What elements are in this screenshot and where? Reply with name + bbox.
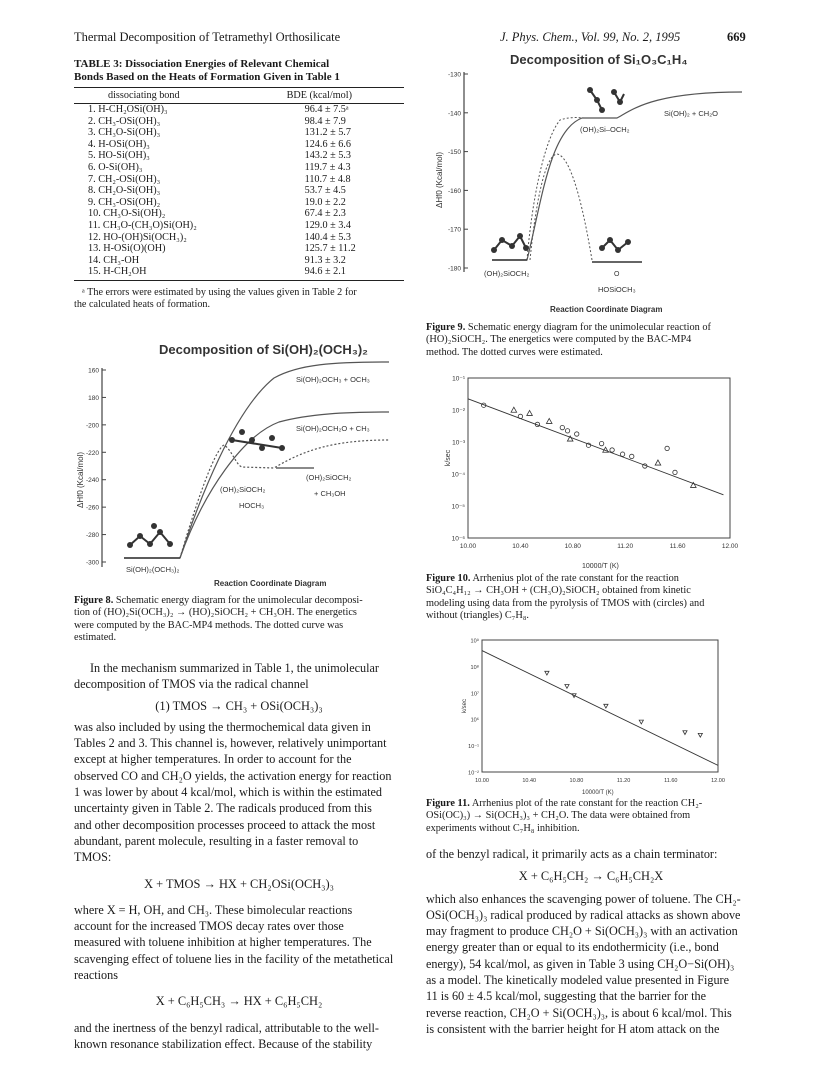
fig10-point-triangle [511, 407, 517, 412]
fig11-y-tick-label: 10⁶ [470, 717, 479, 724]
fig9-ylabel: ΔHf0 (Kcal/mol) [435, 151, 444, 209]
fig11-x-tick-label: 10.00 [475, 778, 489, 784]
fig8-label-p3b: + CH₃OH [314, 489, 346, 498]
fig11-x-tick-label: 10.80 [569, 778, 584, 784]
left-p4-line-0: and the inertness of the benzyl radical, attributable to the well- [74, 1020, 379, 1035]
fig10-point-circle [665, 446, 669, 450]
fig9-curve-dotted-1 [527, 118, 584, 261]
table-row [74, 220, 404, 232]
fig10-y-tick-label: 10⁻⁵ [451, 503, 465, 511]
figure-8 [74, 340, 414, 590]
fig9-label-reactant: (OH)₂SiOCH₂ [484, 269, 530, 278]
bde-cell: 119.7 ± 4.3 [304, 161, 351, 173]
bde-cell: 98.4 ± 7.9 [304, 115, 346, 127]
fig9-xlabel: Reaction Coordinate Diagram [550, 305, 663, 314]
bde-cell: 96.4 ± 7.5ᵃ [304, 104, 349, 115]
fig10-x-tick-label: 10.40 [512, 543, 529, 550]
fig8-molecule-ts [229, 429, 285, 451]
fig10-point-circle [630, 454, 634, 458]
fig10-point-circle [560, 425, 564, 429]
equation-1: (1) TMOS → CH₃ + OSi(OCH₃)₃ [155, 698, 323, 713]
table-row [74, 104, 404, 116]
bond-cell: 12. HO-(OH)Si(OCH₃)₂ [88, 231, 187, 243]
bond-cell: 7. CH₂-OSi(OH)₃ [88, 173, 161, 185]
fig10-point-triangle [546, 418, 552, 423]
fig8-xlabel: Reaction Coordinate Diagram [214, 579, 327, 588]
fig8-label-p3a: (OH)₂SiOCH₂ [306, 473, 352, 482]
bde-cell: 131.2 ± 5.7 [304, 127, 351, 139]
fig10-y-tick-label: 10⁻⁶ [451, 535, 465, 543]
figure-11-svg [452, 636, 742, 796]
bond-cell: 13. H-OSi(O)(OH) [88, 243, 166, 255]
right-p2-line-8: is consistent with the barrier height for H atom attack on the [426, 1021, 720, 1036]
fig8-caption-line-0: Figure 8. Schematic energy diagram for the unimolecular decomposi- [74, 595, 363, 606]
fig8-curve-ocH3 [124, 362, 389, 558]
fig9-y-tick-label: -160 [447, 187, 461, 195]
fig8-curve-dotted [180, 440, 389, 558]
table-row [74, 232, 404, 244]
figure-8-svg [74, 340, 414, 590]
fig8-yticks [86, 368, 106, 567]
fig10-y-tick-label: 10⁻³ [452, 439, 465, 447]
fig8-label-reactant: Si(OH)₂(OCH₃)₂ [126, 565, 180, 574]
fig8-y-tick-label: -260 [85, 504, 99, 512]
bond-cell: 15. H-CH₂OH [74, 266, 257, 280]
figure-11 [452, 636, 742, 796]
fig8-y-tick-label: -220 [85, 449, 99, 457]
bond-cell: 10. CH₃O-Si(OH)₂ [88, 208, 166, 220]
table-footnote-line-2: the calculated heats of formation. [74, 299, 211, 311]
fig9-y-tick-label: -170 [447, 226, 461, 234]
fig11-x-tick-label: 10.40 [522, 778, 537, 784]
fig8-y-tick-label: 180 [88, 394, 99, 402]
fig10-x-tick-label: 10.00 [459, 543, 477, 550]
col-header-bde: BDE (kcal/mol) [257, 88, 404, 104]
bde-cell: 94.6 ± 2.1 [257, 266, 404, 280]
left-p2-line-2: except at higher temperatures. In order to account for the [74, 752, 352, 767]
fig8-y-tick-label: -280 [85, 532, 99, 540]
right-p2-line-0: which also enhances the scavenging power of toluene. The CH₂- [426, 891, 741, 906]
bde-cell: 125.7 ± 11.2 [304, 243, 356, 255]
fig10-point-triangle [655, 460, 661, 465]
fig8-label-ts2: HOCH₃ [239, 501, 265, 510]
right-p2-line-1: OSi(OCH₃)₃ radical produced by radical attacks as shown above [426, 907, 741, 922]
left-p3-line-3: scavenging effect of toluene lies in the facility of the metathetical [74, 951, 394, 966]
table-title-line-1: TABLE 3: Dissociation Energies of Relevant Chemical [74, 58, 330, 70]
fig11-caption-line-2: experiments without C₇H₈ inhibition. [426, 822, 580, 834]
fig11-point-triangle [565, 685, 569, 689]
fig8-y-tick-label: -240 [85, 477, 99, 485]
left-p3-line-0: where X = H, OH, and CH₃. These bimolecular reactions [74, 902, 353, 917]
fig11-xlabel: 10000/T (K) [582, 790, 614, 796]
table-row [74, 150, 404, 162]
bde-cell: 91.3 ± 3.2 [304, 254, 346, 266]
fig11-x-tick-label: 11.60 [664, 778, 678, 784]
fig10-caption-line-2: modeling using data from the pyrolysis of TMOS with (circles) and [426, 597, 705, 609]
equation-4: X + C₆H₅CH₂ → C₆H₅CH₂X [518, 869, 664, 884]
right-p2-line-3: energy greater than or equal to its endothermicity (i.e., bond [426, 940, 719, 955]
left-p2-line-4: 1 was lower by about 4 kcal/mol, which is within the estimated [74, 785, 383, 800]
fig11-y-tick-label: 10⁸ [470, 664, 479, 671]
bond-cell: 11. CH₃O-(CH₃O)Si(OH)₂ [88, 219, 197, 231]
equation-2: X + TMOS → HX + CH₂OSi(OCH₃)₃ [144, 876, 334, 891]
fig11-y-tick-label: 10⁻² [468, 770, 479, 777]
table-row [74, 162, 404, 174]
left-p1-line-1: decomposition of TMOS via the radical channel [74, 677, 309, 692]
fig11-caption-line-1: OSi(OC)₃) → Si(OCH₃)₃ + CH₂O. The data were obtained from [426, 810, 691, 822]
right-p2-line-4: energy), 54 kcal/mol, as given in Table 3 using CH₂O−Si(OH)₃ [426, 956, 735, 971]
fig8-caption-line-3: estimated. [74, 631, 117, 643]
bde-cell: 19.0 ± 2.2 [304, 196, 346, 208]
fig9-y-tick-label: -150 [447, 149, 461, 157]
bde-cell: 124.6 ± 6.6 [304, 138, 351, 150]
left-p3-line-1: account for the increased TMOS decay rates over those [74, 919, 344, 934]
fig11-ylabel: k/sec [462, 698, 468, 714]
fig8-title: Decomposition of Si(OH)₂(OCH₃)₂ [159, 342, 368, 357]
fig10-caption-line-1: SiO₄C₄H₁₂ → CH₃OH + (CH₃O)₂SiOCH₂ obtained from kinetic [426, 585, 691, 597]
table-row [74, 266, 404, 280]
fig9-y-tick-label: -140 [447, 110, 461, 118]
figure-9-svg [432, 50, 752, 320]
bond-cell: 1. H-CH₂OSi(OH)₃ [88, 104, 168, 115]
table-row [74, 243, 404, 255]
bde-table [74, 87, 404, 281]
figure-8-caption [74, 595, 404, 644]
fig10-ylabel: k/sec [445, 449, 452, 467]
fig10-caption-line-0: Figure 10. Arrhenius plot of the rate constant for the reaction [426, 573, 679, 584]
bond-cell: 9. CH₃-OSi(OH)₂ [88, 196, 161, 208]
bond-cell: 4. H-OSi(OH)₃ [88, 138, 150, 150]
left-p2-line-0: was also included by using the thermochemical data given in [74, 719, 371, 734]
fig9-caption-line-1: (HO)₂SiOCH₂. The energetics were computed by the BAC-MP4 [426, 334, 692, 346]
left-p2-line-3: observed CO and CH₂O yields, the activation energy for reaction [74, 768, 392, 783]
fig10-x-tick-label: 10.80 [564, 543, 581, 550]
right-p2-line-2: may fragment to produce CH₂O + Si(OCH₃)₃ with an activation [426, 924, 738, 939]
right-p2-line-7: reverse reaction, CH₂O + Si(OCH₃)₃, is about 6 kcal/mol. This [426, 1005, 732, 1020]
fig9-caption-line-0: Figure 9. Schematic energy diagram for the unimolecular reaction of [426, 322, 711, 333]
fig10-x-tick-label: 11.20 [617, 543, 634, 550]
figure-10 [432, 370, 752, 570]
table-row [74, 255, 404, 267]
fig9-y-tick-label: -180 [447, 265, 461, 273]
fig9-molecule-reactant [491, 233, 529, 253]
right-body-text [426, 846, 756, 1037]
figure-11-caption [426, 798, 756, 835]
fig10-y-tick-label: 10⁻¹ [452, 375, 465, 383]
table-row [74, 185, 404, 197]
fig9-label-product: Si(OH)₂ + CH₂O [664, 109, 718, 118]
table-footnote-line-1: ᵃ The errors were estimated by using the values given in Table 2 for [82, 286, 357, 298]
fig10-fit-line [468, 399, 723, 495]
fig9-yticks [448, 72, 468, 273]
fig11-frame [482, 640, 718, 772]
bde-cell: 110.7 ± 4.8 [304, 173, 351, 185]
bde-cell: 67.4 ± 2.3 [304, 208, 346, 220]
running-head-right: J. Phys. Chem., Vol. 99, No. 2, 1995 [500, 30, 681, 44]
fig11-point-triangle [604, 704, 608, 708]
bond-cell: 8. CH₂O-Si(OH)₃ [88, 185, 161, 197]
fig8-label-ts1: (OH)₂SiOCH₂ [220, 485, 266, 494]
fig10-point-circle [610, 448, 614, 452]
fig8-label-p2: Si(OH)₂OCH₂O + CH₃ [296, 424, 370, 433]
fig10-point-circle [565, 429, 569, 433]
left-p2-line-6: and other decomposition processes proceed to attack the most [74, 817, 376, 832]
fig11-y-tick-label: 10⁹ [470, 638, 479, 645]
fig8-molecule-reactant [127, 523, 173, 548]
fig9-title: Decomposition of Si₁O₃C₁H₄ [510, 52, 688, 67]
fig8-y-tick-label: 160 [88, 367, 99, 375]
fig11-point-triangle [698, 733, 702, 737]
fig8-y-tick-label: -300 [85, 559, 99, 567]
fig10-frame [468, 378, 730, 538]
bond-cell: 3. CH₃O-Si(OH)₃ [88, 127, 161, 139]
bond-cell: 5. HO-Si(OH)₃ [88, 150, 150, 162]
bde-cell: 129.0 ± 3.4 [304, 219, 351, 231]
fig10-point-triangle [527, 410, 533, 415]
bond-cell: 2. CH₃-OSi(OH)₃ [88, 115, 161, 127]
col-header-bond: dissociating bond [74, 88, 257, 104]
figure-10-caption [426, 573, 756, 622]
fig9-label-end-o: O [614, 271, 620, 278]
fig11-y-tick-label: 10⁷ [470, 691, 479, 698]
fig11-caption-line-0: Figure 11. Arrhenius plot of the rate constant for the reaction CH₂- [426, 798, 703, 809]
fig9-caption-line-2: method. The dotted curves were estimated. [426, 346, 603, 358]
fig11-x-tick-label: 11.20 [616, 778, 631, 784]
fig10-point-circle [620, 452, 624, 456]
fig8-ylabel: ΔHf0 (Kcal/mol) [76, 451, 85, 509]
figure-9 [432, 50, 752, 320]
right-p2-line-6: 11 is 60 ± 4.5 kcal/mol, suggesting that the barrier for the [426, 989, 707, 1004]
left-p2-line-7: abundant, parent molecule, resulting in a faster removal to [74, 833, 359, 848]
fig9-label-end: HOSiOCH₃ [598, 285, 636, 294]
fig9-y-tick-label: -130 [447, 71, 461, 79]
table-row [74, 174, 404, 186]
table-title-line-2: Bonds Based on the Heats of Formation Given in Table 1 [74, 71, 340, 83]
fig9-label-ts: (OH)₂Si–OCH₂ [580, 125, 630, 134]
table-3 [74, 58, 404, 312]
fig11-point-triangle [639, 720, 643, 724]
fig8-y-tick-label: -200 [85, 422, 99, 430]
bde-cell: 53.7 ± 4.5 [304, 185, 346, 197]
table-header-row [74, 88, 404, 104]
bde-cell: 143.2 ± 5.3 [304, 150, 351, 162]
fig10-point-circle [599, 441, 603, 445]
fig8-label-p1: Si(OH)₂OCH₃ + OCH₃ [296, 375, 370, 384]
right-p1: of the benzyl radical, it primarily acts as a chain terminator: [426, 847, 718, 861]
left-p2-line-8: TMOS: [74, 850, 112, 865]
fig10-caption-line-3: without (triangles) C₇H₈. [426, 609, 529, 621]
left-p1-line-0: In the mechanism summarized in Table 1, the unimolecular [90, 661, 379, 675]
fig11-fit-line [482, 651, 718, 766]
fig10-xlabel: 10000/T (K) [582, 563, 619, 570]
left-p2-line-5: uncertainty given in Table 2. The radicals produced from this [74, 801, 372, 816]
fig11-x-tick-label: 12.00 [711, 778, 725, 784]
fig9-molecule-ts [587, 87, 624, 113]
table-row [74, 139, 404, 151]
right-p2-line-5: as a model. The kinetically modeled value presented in Figure [426, 973, 730, 988]
figure-9-caption [426, 322, 756, 359]
bde-cell: 140.4 ± 5.3 [304, 231, 351, 243]
left-p4-line-1: known resonance stabilization effect. Because of the stability [74, 1036, 373, 1051]
fig10-x-tick-label: 11.60 [669, 543, 686, 550]
left-p3-line-2: measured with toluene inhibition at higher temperatures. The [74, 935, 372, 950]
fig8-caption-line-1: tion of (HO)₂Si(OCH₃)₂ → (HO)₂SiOCH₂ + CH₃OH. The energetics [74, 607, 357, 619]
left-p3-line-4: reactions [74, 968, 118, 983]
fig9-molecule-end [599, 237, 631, 253]
fig8-caption-line-2: were computed by the BAC-MP4 methods. The dotted curve was [74, 619, 344, 631]
fig11-y-tick-label: 10⁻¹ [468, 744, 479, 751]
left-body-text [74, 660, 404, 1052]
bond-cell: 6. O-Si(OH)₃ [88, 161, 143, 173]
table-row [74, 197, 404, 209]
fig10-point-circle [673, 470, 677, 474]
table-row [74, 127, 404, 139]
fig10-x-tick-label: 12.00 [721, 543, 739, 550]
figure-10-svg [432, 370, 752, 570]
fig10-y-tick-label: 10⁻² [452, 407, 465, 415]
fig10-point-circle [575, 432, 579, 436]
running-head-left: Thermal Decomposition of Tetramethyl Orthosilicate [74, 30, 341, 44]
equation-3: X + C₆H₅CH₃ → HX + C₆H₅CH₂ [155, 994, 323, 1009]
bond-cell: 14. CH₃-OH [88, 254, 140, 266]
left-p2-line-1: Tables 2 and 3. This channel is, however, relatively unimportant [74, 736, 387, 751]
fig8-curve-ch3 [180, 412, 389, 558]
table-row [74, 208, 404, 220]
page-number: 669 [727, 30, 746, 44]
fig11-point-triangle [683, 731, 687, 735]
table-row [74, 116, 404, 128]
fig10-y-tick-label: 10⁻⁴ [451, 471, 465, 479]
fig11-point-triangle [545, 671, 549, 675]
